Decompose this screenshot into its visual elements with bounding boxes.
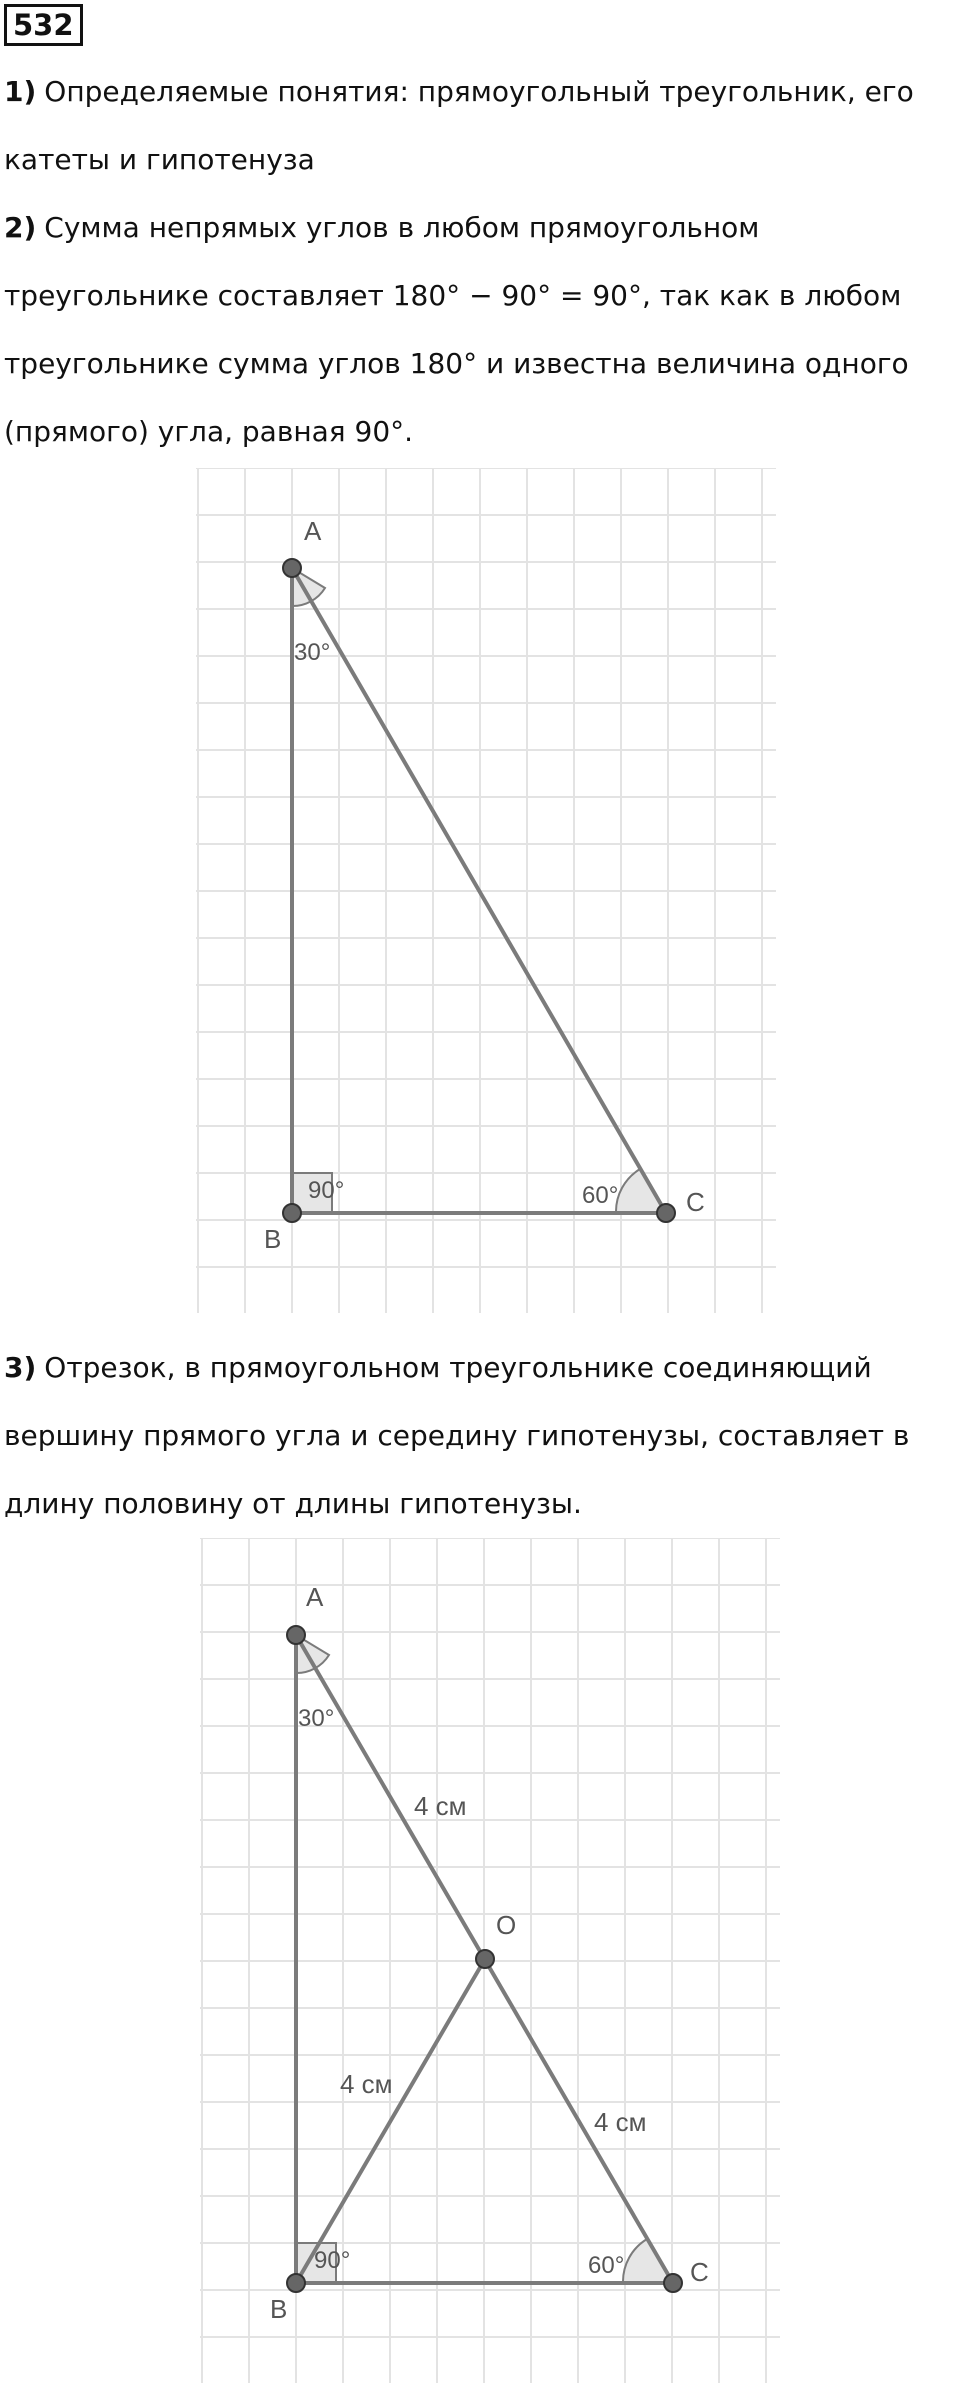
figure-1-drawing [196, 468, 776, 1313]
figure-2-angle-a-label: 30° [298, 1705, 335, 1732]
figure-1-angle-a-label: 30° [294, 639, 331, 666]
figure-2-segment-ao-label: 4 см [414, 1791, 467, 1821]
figure-1-point-a [283, 559, 301, 577]
figure-1 [196, 468, 776, 1313]
figure-2-label-o: O [496, 1910, 517, 1940]
item-3-text: Отрезок, в прямоугольном треугольнике соединяющий вершину прямого угла и середину гипотенузы, составляет в длину половину от длины гипотенузы. [4, 1351, 910, 1520]
figure-2-point-o [476, 1950, 494, 1968]
figure-2-angle-c-label: 60° [588, 2252, 625, 2279]
item-2-number: 2) [4, 211, 37, 244]
figure-1-label-c: C [686, 1187, 705, 1217]
figure-1-label-a: A [304, 516, 322, 546]
figure-2-label-c: C [690, 2257, 709, 2287]
figure-2-point-b [287, 2274, 305, 2292]
item-1 [4, 58, 954, 194]
item-1-number: 1) [4, 75, 37, 108]
figure-2-segment-oc-label: 4 см [594, 2107, 647, 2137]
figure-2-segment-bo-label: 4 см [340, 2069, 393, 2099]
figure-2 [200, 1538, 780, 2383]
item-3-number: 3) [4, 1351, 37, 1384]
figure-2-point-a [287, 1626, 305, 1644]
figure-1-angle-c-label: 60° [582, 1182, 619, 1209]
figure-1-point-c [657, 1204, 675, 1222]
figure-2-point-c [664, 2274, 682, 2292]
figure-1-angle-b-label: 90° [308, 1177, 345, 1204]
item-2-text: Сумма непрямых углов в любом прямоугольном треугольнике составляет 180° − 90° = 90°, так как в любом треугольнике сумма углов 180° и известна величина одного (прямого) угла, равная 90°. [4, 211, 909, 448]
task-number: 532 [4, 4, 83, 46]
figure-1-label-b: B [264, 1224, 282, 1254]
figure-2-label-b: B [270, 2294, 288, 2324]
item-1-text: Определяемые понятия: прямоугольный треугольник, его катеты и гипотенуза [4, 75, 914, 176]
figure-2-label-a: A [306, 1582, 324, 1612]
figure-2-drawing [200, 1538, 780, 2383]
figure-1-point-b [283, 1204, 301, 1222]
figure-2-angle-b-label: 90° [314, 2247, 351, 2274]
item-3 [4, 1334, 954, 1538]
item-2 [4, 194, 954, 466]
